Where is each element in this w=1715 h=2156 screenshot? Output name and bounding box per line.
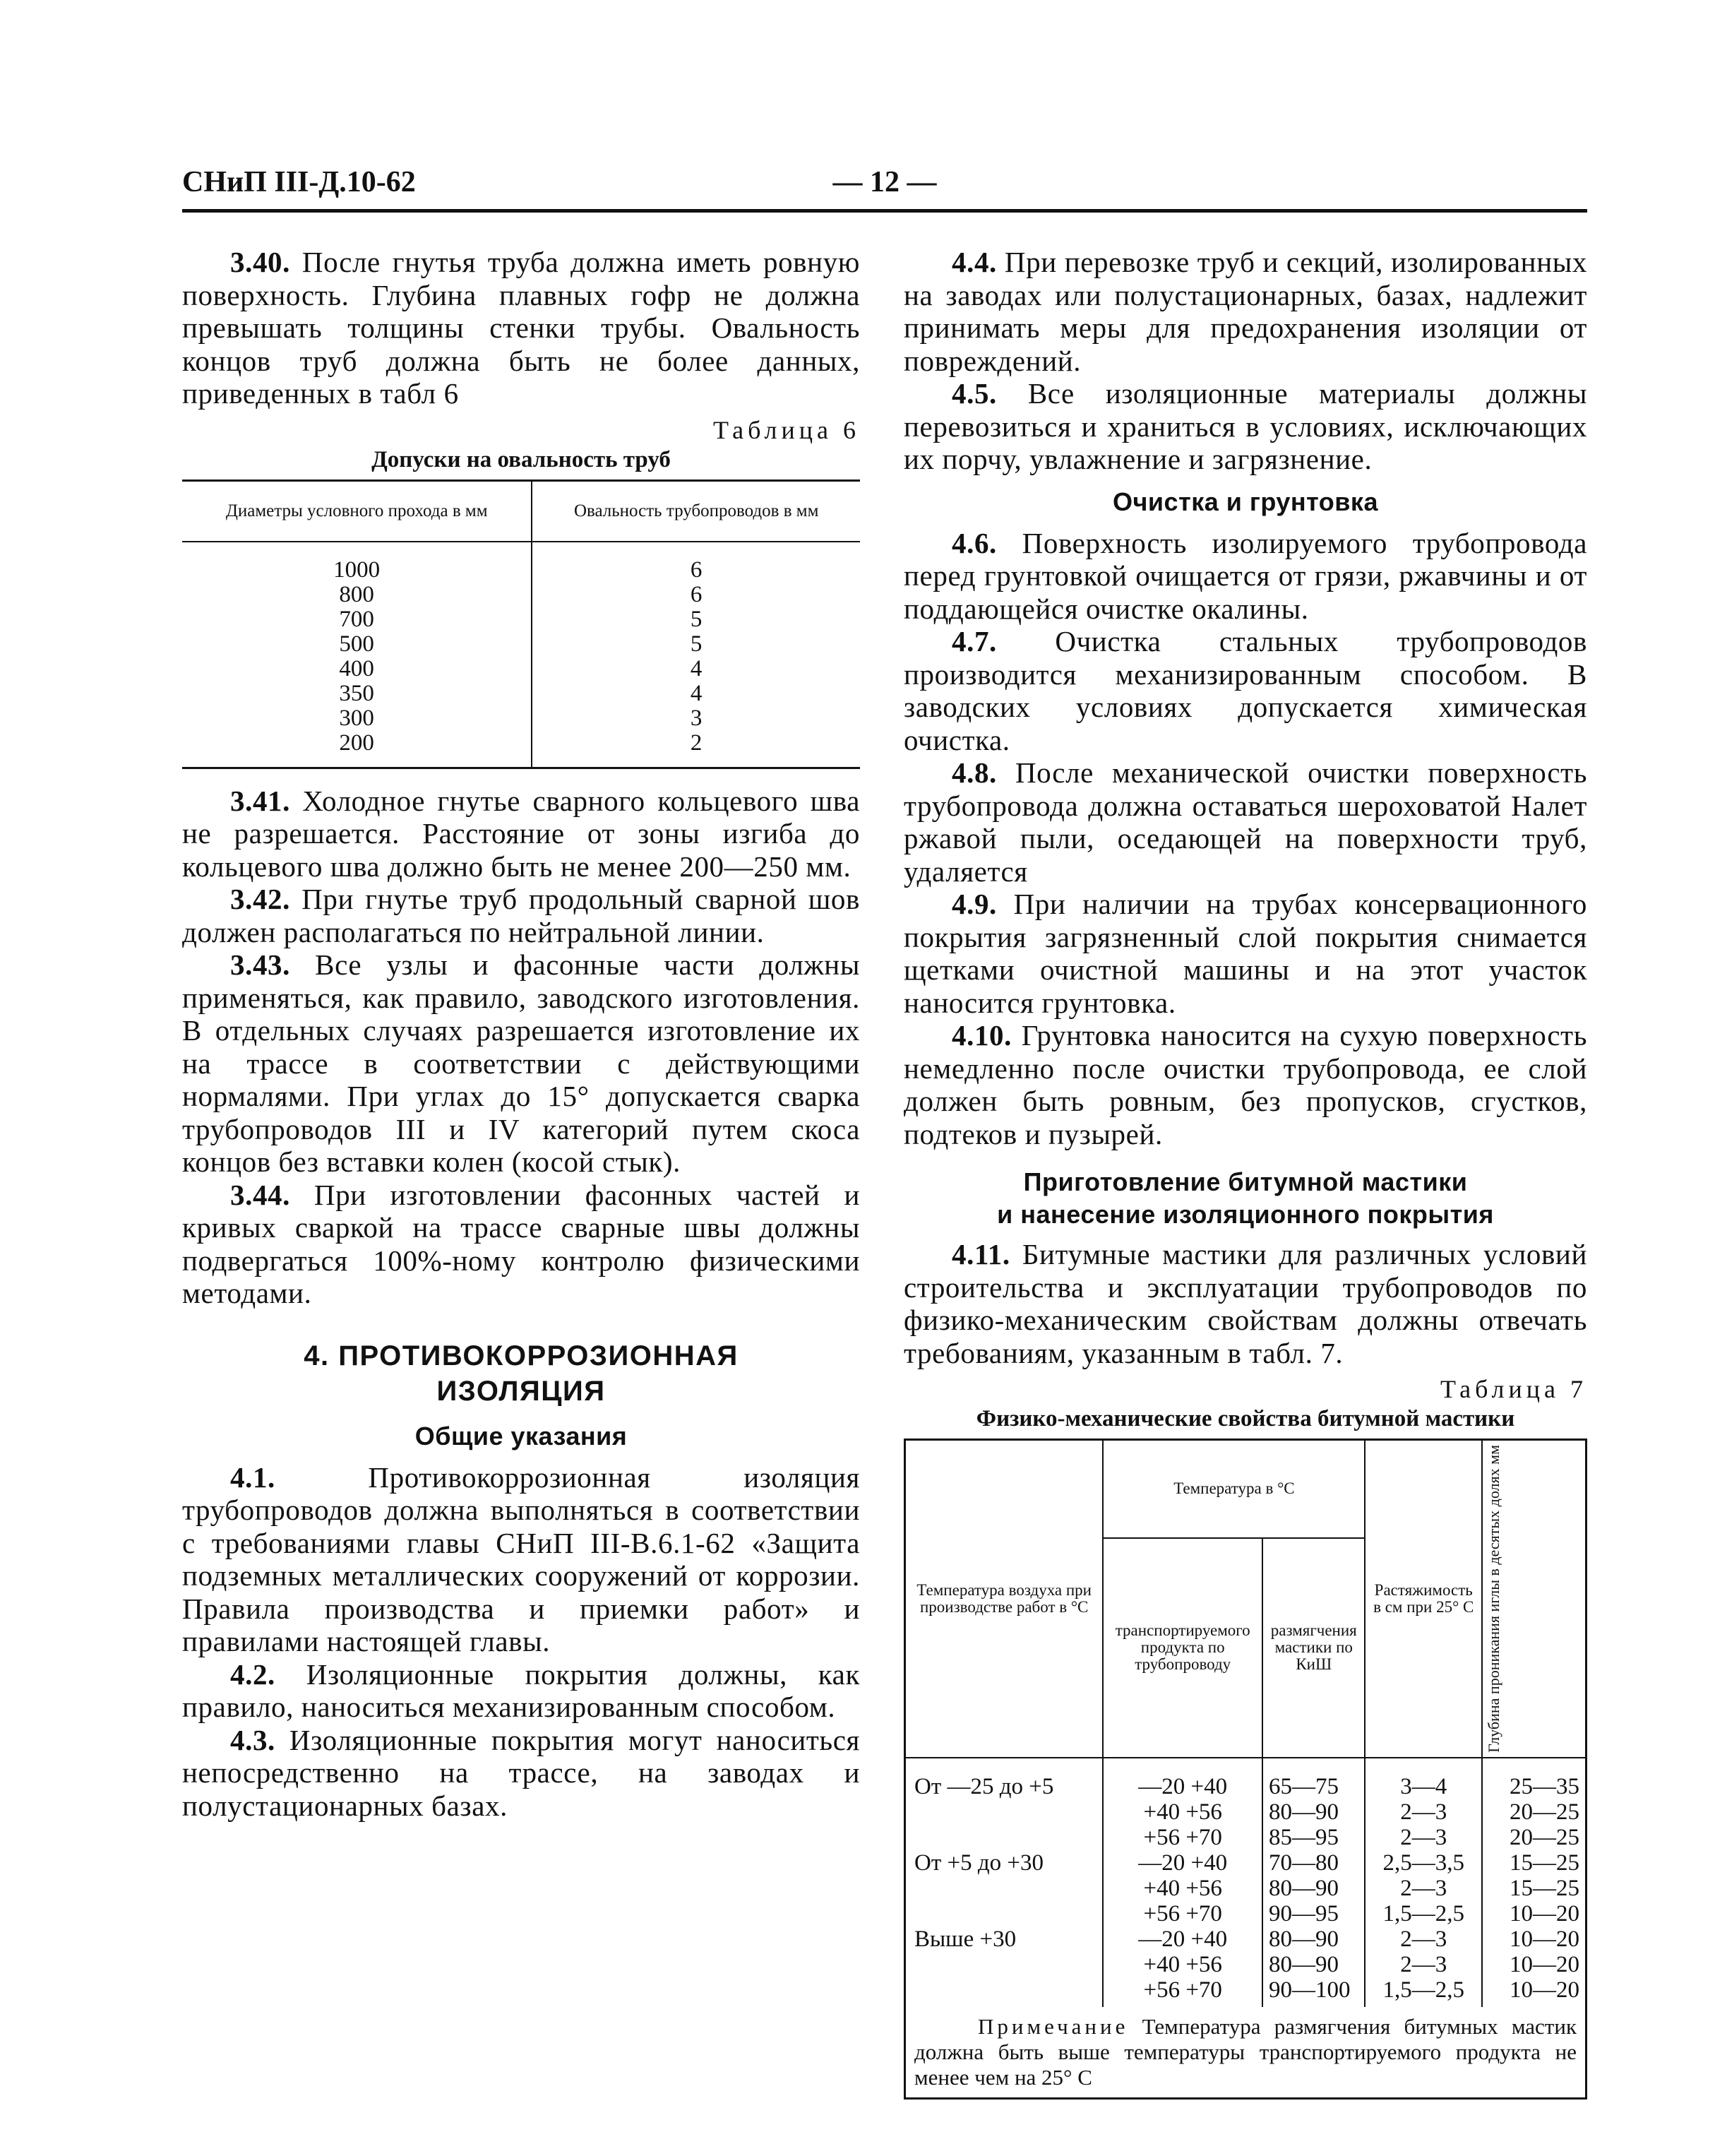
paragraph-4-4: 4.4. При перевозке труб и секций, изолированных на заводах или полустационарных, базах, надлежит принимать меры для предохранения изоляции от повреждений.: [904, 246, 1587, 377]
table-row: [182, 681, 860, 706]
table-cell: 6: [690, 581, 703, 607]
table-cell: —20 +40: [1103, 1926, 1262, 1952]
table-row: [182, 542, 860, 583]
table-cell: 2—3: [1365, 1876, 1482, 1901]
paragraph-4-5: 4.5. Все изоляционные материалы должны перевозиться и храниться в условиях, исключающих их порчу, увлажнение и загрязнение.: [904, 377, 1587, 475]
table-row: [905, 1758, 1586, 1799]
table-row: [182, 731, 860, 768]
table-cell: 2—3: [1365, 1952, 1482, 1977]
table-cell: От +5 до +30: [905, 1850, 1104, 1926]
table-cell: +56 +70: [1103, 1901, 1262, 1926]
table-cell: 300: [182, 706, 532, 731]
table-cell: Выше +30: [905, 1926, 1104, 2007]
table-cell: 5: [690, 631, 703, 657]
table-cell: 1000: [182, 542, 532, 583]
table-cell: 2,5—3,5: [1365, 1850, 1482, 1876]
table-cell: От —25 до +5: [905, 1758, 1104, 1850]
table-cell: 15—25: [1510, 1875, 1579, 1901]
table-row: [182, 583, 860, 607]
table-6-caption: Таблица 6: [713, 415, 860, 444]
paragraph-4-3: 4.3. Изоляционные покрытия могут наноситься непосредственно на трассе, на заводах и полустационарных базах.: [182, 1723, 860, 1822]
table-cell: 90—95: [1262, 1901, 1365, 1926]
table-cell: 85—95: [1262, 1825, 1365, 1850]
paragraph-3-43: 3.43. Все узлы и фасонные части должны применяться, как правило, заводского изготовления. В отдельных случаях разрешается изготовление их на трассе в соответствии с действующими нормалями. При углах до 15° допускается сварка трубопроводов III и IV категорий путем скоса концов без вставки колен (косой стык).: [182, 948, 860, 1178]
section-4-heading: 4. ПРОТИВОКОРРОЗИОННАЯ ИЗОЛЯЦИЯ: [304, 1340, 739, 1407]
table-cell: —20 +40: [1103, 1758, 1262, 1799]
table-row: [905, 1850, 1586, 1876]
table-row: [905, 1926, 1586, 1952]
table-6-title: Допуски на овальность труб: [371, 446, 671, 472]
table-7: [904, 1439, 1587, 2100]
table-cell: 5: [690, 606, 703, 632]
paragraph-3-41: 3.41. Холодное гнутье сварного кольцевого шва не разрешается. Расстояние от зоны изгиба до кольцевого шва должно быть не менее 200—250 мм.: [182, 784, 860, 883]
paragraph-4-6: 4.6. Поверхность изолируемого трубопровода перед грунтовкой очищается от грязи, ржавчины и от поддающейся очистке окалины.: [904, 526, 1587, 625]
table-cell: 70—80: [1262, 1850, 1365, 1876]
table-cell: 4: [690, 655, 703, 681]
table-row: [182, 706, 860, 731]
paragraph-4-10: 4.10. Грунтовка наносится на сухую поверхность немедленно после очистки трубопровода, ее слой должен быть ровным, без пропусков, сгустков, подтеков и пузырей.: [904, 1019, 1587, 1150]
table-7-header-transport: транспортируемого продукта по трубопроводу: [1103, 1538, 1262, 1758]
table-cell: 15—25: [1510, 1850, 1579, 1876]
table-row: [182, 607, 860, 632]
paragraph-4-7: 4.7. Очистка стальных трубопроводов производится механизированным способом. В заводских условиях допускается химическая очистка.: [904, 625, 1587, 756]
table-7-title: Физико-механические свойства битумной мастики: [976, 1406, 1515, 1431]
table-cell: +56 +70: [1103, 1825, 1262, 1850]
table-cell: 2: [690, 729, 703, 756]
page-header: [182, 165, 1587, 205]
table-cell: 350: [182, 681, 532, 706]
table-cell: 200: [182, 731, 532, 768]
paragraph-4-8: 4.8. После механической очистки поверхность трубопровода должна оставаться шероховатой Налет ржавой пыли, оседающей на поверхности труб, удаляется: [904, 756, 1587, 888]
table-cell: 80—90: [1262, 1926, 1365, 1952]
table-cell: 3—4: [1365, 1758, 1482, 1799]
table-cell: 10—20: [1510, 1951, 1579, 1977]
table-7-header-air-temp: Температура воздуха при производстве работ в °С: [905, 1440, 1104, 1758]
table-cell: 2—3: [1365, 1825, 1482, 1850]
table-cell: 700: [182, 607, 532, 632]
table-6-header-ovality: Овальность трубопроводов в мм: [532, 480, 860, 542]
paragraph-3-42: 3.42. При гнутье труб продольный сварной шов должен располагаться по нейтральной линии.: [182, 883, 860, 948]
subsection-mastic-heading: Приготовление битумной мастики и нанесение изоляционного покрытия: [997, 1167, 1494, 1229]
table-cell: 400: [182, 657, 532, 681]
table-cell: 1,5—2,5: [1365, 1977, 1482, 2007]
subsection-general-heading: Общие указания: [414, 1421, 628, 1451]
table-7-caption: Таблица 7: [1440, 1375, 1587, 1403]
page-number: — 12 —: [832, 166, 937, 198]
table-7-header-temp: Температура в °С: [1103, 1440, 1365, 1538]
table-row: [182, 657, 860, 681]
table-6: [182, 480, 860, 769]
table-cell: 90—100: [1262, 1977, 1365, 2007]
table-6-header-diameter: Диаметры условного прохода в мм: [182, 480, 532, 542]
table-7-header-softening: размягчения мастики по КиШ: [1262, 1538, 1365, 1758]
table-cell: +40 +56: [1103, 1876, 1262, 1901]
header-rule: [182, 209, 1587, 213]
table-cell: 80—90: [1262, 1876, 1365, 1901]
table-cell: 65—75: [1262, 1758, 1365, 1799]
paragraph-4-11: 4.11. Битумные мастики для различных условий строительства и эксплуатации трубопроводов по физико-механическим свойствам должны отвечать требованиям, указанным в табл. 7.: [904, 1238, 1587, 1369]
paragraph-3-40: 3.40. После гнутья труба должна иметь ровную поверхность. Глубина плавных гофр не должна превышать толщины стенки трубы. Овальность концов труб должна быть не более данных, приведенных в табл 6: [182, 246, 860, 410]
table-cell: 4: [690, 680, 703, 706]
table-cell: 20—25: [1510, 1799, 1579, 1825]
paragraph-4-9: 4.9. При наличии на трубах консервационного покрытия загрязненный слой покрытия снимается щетками очистной машины и на этот участок наносится грунтовка.: [904, 888, 1587, 1019]
paragraph-4-1: 4.1. Противокоррозионная изоляция трубопроводов должна выполняться в соответствии с требованиями главы СНиП III-В.6.1-62 «Защита подземных металлических сооружений от коррозии. Правила производства и приемки работ» и правилами настоящей главы.: [182, 1460, 860, 1657]
right-column: [904, 246, 1587, 2100]
subsection-cleaning-heading: Очистка и грунтовка: [1113, 487, 1378, 516]
table-cell: 500: [182, 632, 532, 657]
table-cell: 1,5—2,5: [1365, 1901, 1482, 1926]
left-column: [182, 246, 860, 1822]
table-row: [182, 632, 860, 657]
table-cell: +40 +56: [1103, 1799, 1262, 1825]
table-cell: 2—3: [1365, 1799, 1482, 1825]
table-cell: 20—25: [1510, 1824, 1579, 1850]
table-7-header-stretch: Растяжимость в см при 25° С: [1365, 1440, 1482, 1758]
table-cell: 10—20: [1510, 1926, 1579, 1952]
table-cell: 3: [690, 705, 703, 731]
table-7-header-depth: Глубина проникания иглы в десятых долях мм: [1482, 1440, 1586, 1758]
paragraph-3-44: 3.44. При изготовлении фасонных частей и кривых сваркой на трассе сварные швы должны подвергаться 100%-ному контролю физическими методами.: [182, 1178, 860, 1309]
table-cell: 800: [182, 583, 532, 607]
document-code: СНиП III-Д.10-62: [182, 166, 416, 198]
table-cell: 6: [690, 556, 703, 583]
paragraph-4-2: 4.2. Изоляционные покрытия должны, как правило, наноситься механизированным способом.: [182, 1657, 860, 1723]
table-cell: 10—20: [1510, 1977, 1579, 2003]
table-cell: 25—35: [1510, 1773, 1579, 1799]
table-cell: 2—3: [1365, 1926, 1482, 1952]
table-cell: 80—90: [1262, 1952, 1365, 1977]
table-cell: —20 +40: [1103, 1850, 1262, 1876]
table-cell: +40 +56: [1103, 1952, 1262, 1977]
table-7-note: Примечание Температура размягчения битумных мастик должна быть выше температуры транспортируемого продукта не менее чем на 25° С: [914, 2013, 1577, 2090]
table-cell: 80—90: [1262, 1799, 1365, 1825]
table-cell: +56 +70: [1103, 1977, 1262, 2007]
table-cell: 10—20: [1510, 1900, 1579, 1926]
table-7-note-row: [905, 2007, 1586, 2099]
